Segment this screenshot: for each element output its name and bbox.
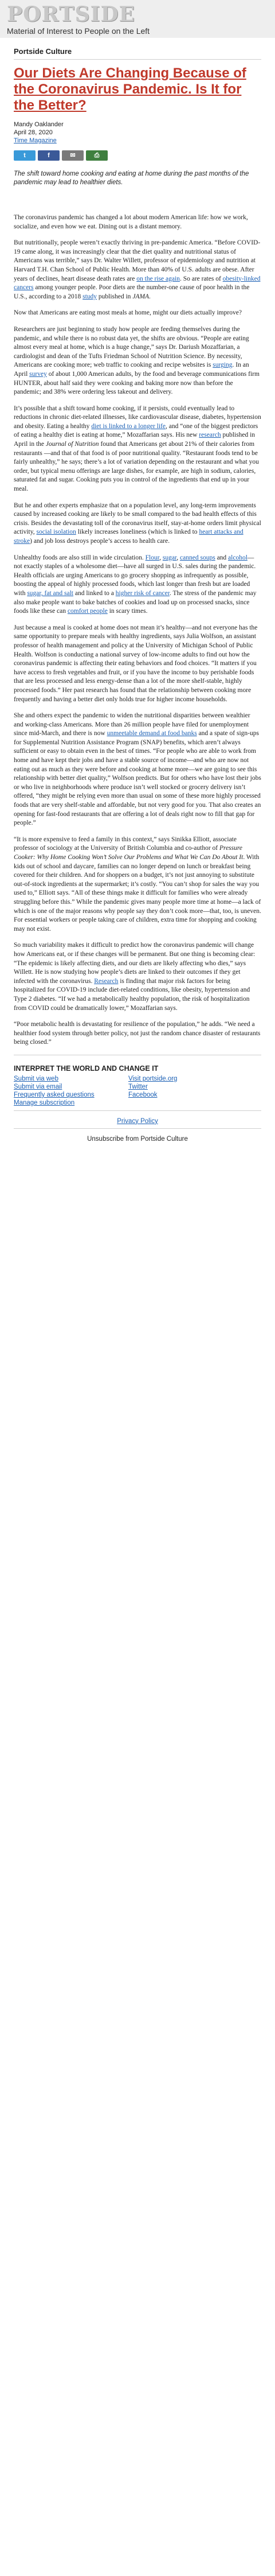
section-label: Portside Culture [14,47,72,56]
paragraph: It’s possible that a shift toward home cooking, if it persists, could eventually lead to reductions in chronic diet-related illnesses, like cardiovascular disease, diabetes, hypertension and obesity. Eating a healthy diet is linked to a longer life, and “one of the biggest predictors of eating a healthy diet is eating at home,” Mozaffarian says. His new research published in April in the Journal of Nutrition found that Americans get about 21% of their calories from restaurants —and that of that food is of poor nutritional quality. “Restaurant foods tend to be fairly unhealthy,” he says; there’s a lot of variation depending on the restaurant and what you order, but typical menu offerings are large dishes, for example, are high in sodium, calories, saturated fat and sugar. Cooking puts you in control of the ingredients that end up in your meal. [14,405,261,493]
privacy-divider [14,1110,261,1111]
inline-link[interactable]: social isolation [36,529,76,536]
facebook-icon[interactable]: f [38,150,60,161]
paragraph: But he and other experts emphasize that on a population level, any long-term improvements caused by increased cooking are likely to be small compared to the bad health effects of this crisis. Besides the devastating toll of the coronavirus itself, stay-at-home orders limit physical activity, social isolation likely increases loneliness (which is linked to heart attacks and stroke) and job loss destroys people’s access to health care. [14,502,261,545]
visit-portside-link[interactable]: Visit portside.org [128,1075,178,1082]
inline-link[interactable]: on the rise again [136,275,180,282]
footer [14,1064,261,1107]
submit-email-link[interactable]: Submit via email [14,1083,62,1090]
byline [14,121,261,145]
submit-web-link[interactable]: Submit via web [14,1075,58,1082]
inline-link[interactable]: alcohol [228,554,247,561]
paragraph: “Poor metabolic health is devastating for resilience of the population,” he adds. “We need a healthier food system through better policy, not just the random chance disaster of restaurants being closed.” [14,1021,261,1046]
email-icon[interactable]: ✉ [62,150,84,161]
inline-link[interactable]: unmeetable demand at food banks [107,730,197,737]
article-container [0,47,275,1156]
paragraph: So much variability makes it difficult to predict how the coronavirus pandemic will change how Americans eat, or if these changes will be permanent. But one thing is becoming clear: “The epidemic is likely affecting diets, and our diets are likely affecting who dies,” says Willett. He is now studying how people’s diets are linked to their outcomes if they get infected with the coronavirus. Research is finding that major risk factors for being hospitalized for COVID-19 include diet-related conditions, like obesity, hypertension and Type 2 diabetes. “If we had a metabolically healthy population, the risk of hospitalization from COVID could be dramatically lower,” Mozaffarian says. [14,942,256,1012]
article-dek: The shift toward home cooking and eating at home during the past months of the pandemic may lead to healthier diets. [14,170,249,186]
inline-link[interactable]: higher risk of cancer [115,589,170,597]
author-name: Mandy Oaklander [14,121,64,128]
inline-link[interactable]: Flour [145,554,160,561]
facebook-link[interactable]: Facebook [128,1091,158,1098]
footer-links [14,1075,261,1107]
paragraph: But nutritionally, people weren’t exactly thriving in pre-pandemic America. “Before COVID-19 came along, it was increasingly clear that the diet quality and nutritional status of Americans was terrible,” says Dr. Walter Willett, professor of epidemiology and nutrition at Harvard T.H. Chan School of Public Health. More than 40% of U.S. adults are obese. After years of declines, heart disease death rates are on the rise again. So are rates of obesity-linked cancers among younger people. Poor diets are the number-one cause of poor health in the U.S., according to a 2018 study published in JAMA. [14,239,261,300]
source-link[interactable]: Time Magazine [14,137,57,144]
inline-link[interactable]: comfort people [67,608,108,615]
inline-link[interactable]: study [82,293,97,300]
article-title-link[interactable]: Our Diets Are Changing Because of the Coronavirus Pandemic. Is It for the Better? [14,65,246,113]
twitter-icon[interactable]: t [14,150,36,161]
inline-link[interactable]: canned soups [180,554,215,561]
print-icon[interactable]: ⎙ [86,150,108,161]
inline-link[interactable]: diet is linked to a longer life [91,422,166,430]
faq-link[interactable]: Frequently asked questions [14,1091,95,1098]
paragraph: She and others expect the pandemic to widen the nutritional disparities between wealthier and working-class Americans. More than 26 million people have filed for unemployment since mid-March, and there is now unmeetable demand at food banks and a spate of sign-ups for Supplemental Nutrition Assistance Program (SNAP) benefits, which aren’t always sufficient or easy to obtain even in the best of times. “For people who are able to work from home and have kept their jobs and have a stable source of income—and who are now not eating out as much as they were before and cooking at home more—we are going to see this relationship with better diet quality,” Wolfson predicts. But for others who have lost their jobs or who live in neighborhoods where produce isn’t well stocked or grocery delivery isn’t offered, “they might be relying even more than usual on some of these more highly processed foods that are very shelf-stable and affordable, but not very good for you. That also creates an opening for fast-food restaurants that are offering a lot of deals right now to fill that gap for people.” [14,712,261,827]
masthead [0,0,275,38]
inline-link[interactable]: heart attacks and stroke [14,529,243,545]
twitter-link[interactable]: Twitter [128,1083,148,1090]
inline-link[interactable]: obesity-linked cancers [14,275,261,292]
unsubscribe-link[interactable]: Unsubscribe from Portside Culture [87,1135,188,1143]
paragraph: “It is more expensive to feed a family in this context,” says Sinikka Elliott, associate professor of sociology at the University of British Columbia and co-author of Pressure Cooker: Why Home Cooking Won’t Solve Our Problems and What We Can Do About It. With kids out of school and daycare, families can no longer depend on lunch or breakfast being covered for their children. And for shoppers on a budget, it’s not just annoying to substitute out-of-stock ingredients at the supermarket; it’s costly. “You can’t shop for sales the way you used to,” Elliott says. “All of these things make it difficult for families who were already struggling before this.” While the pandemic gives many people more time at home—a lack of which is one of the major reasons why people say they don’t cook more—that, too, is uneven. For essential workers or people taking care of children, extra time for shopping and cooking may not exist. [14,836,261,933]
share-bar [14,150,261,161]
privacy-row [14,1118,261,1125]
inline-link[interactable]: sugar, fat and salt [27,589,73,597]
section-divider [14,59,261,60]
inline-link[interactable]: research [199,432,221,439]
paragraph: Now that Americans are eating most meals at home, might our diets actually improve? [14,309,242,317]
unsubscribe-divider [14,1128,261,1129]
footer-title: INTERPRET THE WORLD AND CHANGE IT [14,1064,159,1073]
paragraph: The coronavirus pandemic has changed a lot about modern American life: how we work, socialize, and even how we eat. Dining out is a distant memory. [14,214,248,230]
paragraph: Just because a meal is cooked at home does not mean it’s healthy—and not everyone has the same opportunity to prepare meals with healthy ingredients, says Julia Wolfson, an assistant professor of health management and policy at the University of Michigan School of Public Health. Wolfson is conducting a national survey of low-income adults to find out how the coronavirus pandemic is affecting their eating behaviors and food choices. “It matters if you have access to fresh vegetables and fruit, or if you have the income to buy perishable foods that are less processed and less energy-dense than a lot of the more shelf-stable, highly processed foods.” Her past research has found that the relationship between cooking more frequently and having a better diet only holds true for higher income households. [14,624,258,703]
publish-date: April 28, 2020 [14,129,53,136]
inline-link[interactable]: Research [94,977,119,985]
inline-link[interactable]: survey [29,370,47,378]
inline-link[interactable]: surging [213,362,233,369]
footer-links-col1 [14,1075,128,1107]
article-body [14,213,261,1047]
footer-links-col2 [128,1075,243,1107]
manage-subscription-link[interactable]: Manage subscription [14,1099,75,1106]
portside-logo[interactable]: PORTSIDE [7,2,135,26]
paragraph: Researchers are just beginning to study how people are feeding themselves during the pandemic, and while there is no robust data yet, the shifts are obvious. “People are eating almost every meal at home, which is a huge change,” says Dr. Dariush Mozaffarian, a cardiologist and dean of the Tufts Friedman School of Nutrition Science. By necessity, Americans are cooking more; web traffic to cooking and recipe websites is surging. In an April survey of about 1,000 American adults, by the food and beverage communications firm HUNTER, about half said they were cooking and baking more now than before the pandemic; and 38% were ordering less takeout and delivery. [14,325,260,396]
paragraph: Unhealthy foods are also still in wide circulation. Flour, sugar, canned soups and alcohol—not exactly staples of a wholesome diet—have all surged in U.S. sales during the pandemic. Health officials are urging Americans to go grocery shopping as infrequently as possible, boosting the appeal of highly processed foods, which last longer than fresh but are loaded with sugar, fat and salt and linked to a higher risk of cancer. The stress of the pandemic may also make people want to bake batches of cookies and load up on processed snacks, since foods like these can comfort people in scary times. [14,554,257,615]
masthead-tagline: Material of Interest to People on the Left [7,26,150,36]
inline-link[interactable]: sugar [162,554,177,561]
privacy-policy-link[interactable]: Privacy Policy [117,1117,158,1125]
